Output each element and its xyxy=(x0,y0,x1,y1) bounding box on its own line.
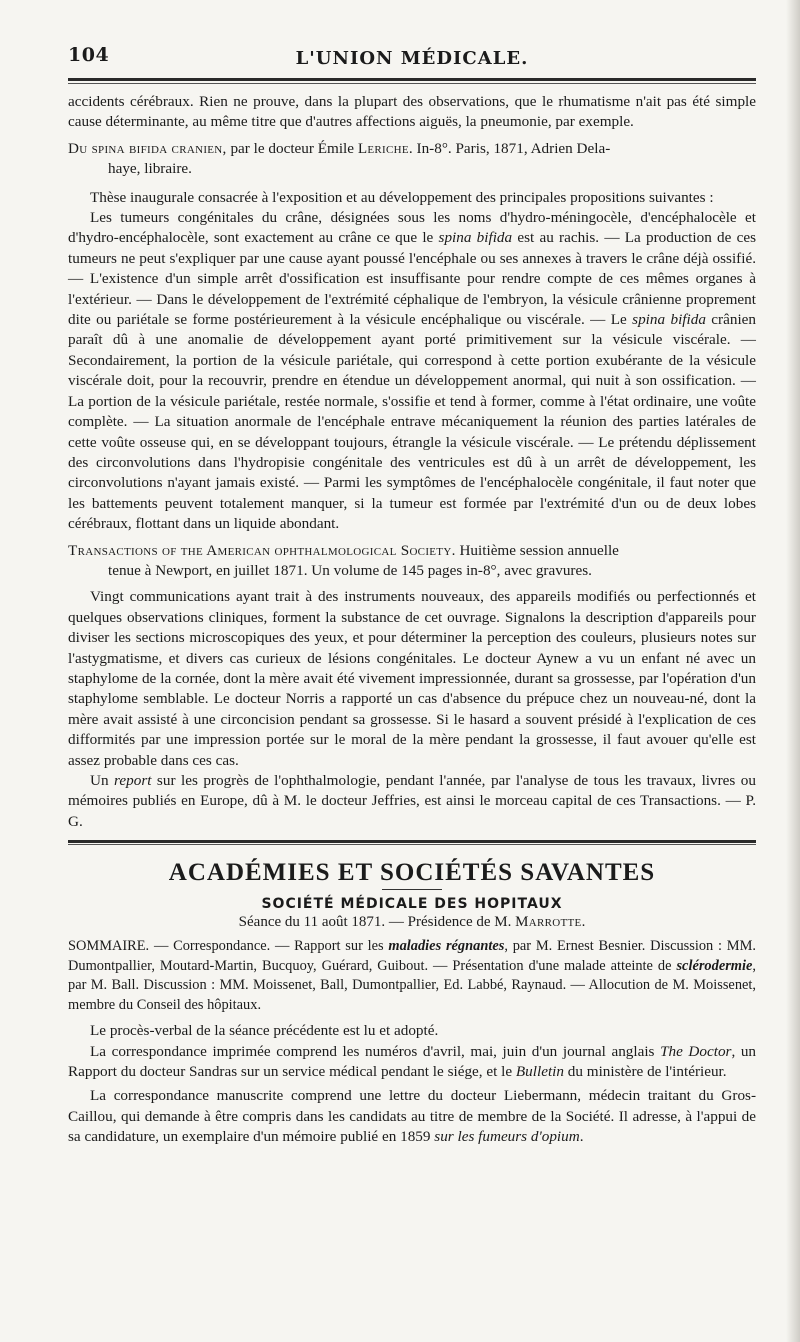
sommaire-text-3: , par M. Ball. Discussion : MM. Moissenet, Ball, Dumontpallier, Ed. Labbé, Raynaud. — Allocution de M. Moissenet, membre du Conseil des hôpitaux. xyxy=(68,957,756,1013)
vingt-paragraph: Vingt communications ayant trait à des instruments nouveaux, des appareils modifiés ou perfectionnés et quelques observations cliniques, forment la substance de cet ouvrage. Signalons la description d'appareils pour diviser les sections microscopiques des yeux, et pour déterminer la perception des couleurs, plusieurs notes sur l'astygmatisme, et divers cas curieux de lésions congénitales. Le docteur Aynew a vu un enfant né avec un staphylome de la cornée, dont la mère avait été vivement impressionnée, durant sa grossesse, par l'opération d'un staphylome semblable. Le docteur Norris a rapporté un cas d'absence du prépuce chez un nouveau-né, dont la mère avait assisté à une circoncision pendant sa grossesse. Si le hasard a souvent présidé à l'explication de ces difformités par une impression portée sur le moral de la mère pendant la grossesse, il faut avouer qu'elle est assez probable dans ces cas. xyxy=(68,588,756,769)
tumors-italic-1: spina bifida xyxy=(438,229,513,247)
corr-imp-italic-2: Bulletin xyxy=(515,1063,564,1081)
transactions-line2: tenue à Newport, en juillet 1871. Un volume de 145 pages in-8°, avec gravures. xyxy=(108,561,592,579)
section-rule-thin xyxy=(68,844,756,845)
sommaire-text-2: , par M. Ernest Besnier. Discussion : MM. Dumontpallier, Moutard-Martin, Bucquoy, Guérard, Guibout. — Présentation d'une malade atteinte de xyxy=(68,938,756,974)
spina-title: Du spina bifida cranien, xyxy=(68,139,227,157)
transactions-entry xyxy=(68,541,756,582)
running-title: L'UNION MÉDICALE. xyxy=(295,48,529,69)
tumors-paragraph xyxy=(68,208,756,535)
page-header xyxy=(68,44,756,74)
spina-by: par le docteur Émile xyxy=(226,139,358,157)
sommaire-text-1: — Correspondance. — Rapport sur les xyxy=(149,938,389,955)
corr-imp-text-1: La correspondance imprimée comprend les numéros d'avril, mai, juin d'un journal anglais xyxy=(90,1042,661,1060)
seance-president: Marrotte xyxy=(515,914,582,931)
transactions-details: Huitième session annuelle xyxy=(455,541,619,559)
corr-imp-text-3: du ministère de l'intérieur. xyxy=(563,1063,727,1081)
corr-man-italic-1: sur les fumeurs d'opium xyxy=(434,1128,580,1146)
seance-text: Séance du 11 août 1871. — Présidence de M. xyxy=(238,914,516,931)
thesis-paragraph: Thèse inaugurale consacrée à l'exposition et au développement des principales propositions suivantes : xyxy=(90,188,714,206)
spina-entry-line2: haye, libraire. xyxy=(108,160,192,178)
correspondance-imprimee xyxy=(68,1042,756,1083)
report-paragraph xyxy=(68,771,756,832)
sommaire-italic-2: sclérodermie xyxy=(676,957,753,974)
sommaire-italic-1: maladies régnantes xyxy=(388,938,505,955)
corr-imp-italic-1: The Doctor xyxy=(660,1042,732,1060)
header-rule-thin xyxy=(68,83,756,84)
seance-line xyxy=(68,914,756,931)
report-italic: report xyxy=(114,772,152,789)
tumors-text-3: crânien paraît dû à une anomalie de développement ayant porté primitivement sur la vésicule viscérale. — Secondairement, la portion de la vésicule pariétale, qui correspond à cette portion exubérante de la vésicule viscérale doit, pour la recouvrir, prendre en étendue un développement anormal, qui nuit à son ossification. — La portion de la vésicule pariétale, restée normale, s'ossifie et tend à former, comme à l'état ordinaire, une voûte complète. — La situation anormale de l'encéphale entrave mécaniquement la réunion des parties latérales de cette voûte osseuse qui, en se développant toujours, étrangle la vésicule viscérale. — Le prétendu déplissement des circonvolutions dans l'hydropisie congénitale des ventricules est dû à un arrêt de développement, les circonvolutions n'ayant jamais existé. — Parmi les symptômes de l'encéphalocèle congénitale, il faut noter que les battements peuvent totalement manquer, si la tumeur est formée par l'extrémité d'un ou de deux lobes cérébraux, flottant dans un liquide abondant. xyxy=(68,311,756,533)
report-text-post: sur les progrès de l'ophthalmologie, pendant l'année, par l'analyse de tous les travaux, livres ou mémoires publiés en Europe, dû à M. le docteur Jeffries, est ainsi le morceau capital de ces Transactions. — P. G. xyxy=(68,772,756,830)
corr-man-text-1: La correspondance manuscrite comprend une lettre du docteur Liebermann, médecin traitant du Gros-Caillou, qui demande à être compris dans les candidats au titre de membre de la Société. Il adresse, à l'appui de sa candidature, un exemplaire d'un mémoire publié en 1859 xyxy=(68,1087,756,1146)
tumors-italic-2: spina bifida xyxy=(632,311,706,329)
sommaire-paragraph xyxy=(68,937,756,1015)
header-rule xyxy=(68,78,756,81)
proces-verbal: Le procès-verbal de la séance précédente est lu et adopté. xyxy=(90,1022,439,1040)
section-short-rule xyxy=(382,889,442,890)
transactions-line xyxy=(68,541,756,561)
spina-details: . In-8°. Paris, 1871, Adrien Dela- xyxy=(408,139,611,157)
page-number: 104 xyxy=(68,44,110,66)
tumors-text-2: est au rachis. — La production de ces tumeurs ne peut s'expliquer par une cause ayant poussé l'encéphale ou ses annexes à travers le crâne déjà ossifié. — L'existence d'un simple arrêt d'ossification est insuffisante pour rendre compte de ces mêmes organes à l'extérieur. — Dans le développement de l'extrémité céphalique de l'embryon, la vésicule crânienne proprement dite ou pariétale se forme postérieurement à la vésicule encéphalique ou viscérale. — Le xyxy=(68,229,756,329)
section-title: ACADÉMIES ET SOCIÉTÉS SAVANTES xyxy=(168,859,656,887)
page-edge-shadow xyxy=(786,0,800,1342)
seance-end: . xyxy=(581,914,586,931)
corr-imp-text-2: , un Rapport du docteur Sandras sur un service médical pendant le siége, et le xyxy=(68,1042,757,1081)
corr-man-text-2: . xyxy=(579,1128,584,1146)
intro-paragraph: accidents cérébraux. Rien ne prouve, dans la plupart des observations, que le rhumatisme n'ait pas été simple cause déterminante, au même titre que d'autres affections aiguës, la pneumonie, par exemple. xyxy=(68,93,756,131)
transactions-title: Transactions of the American ophthalmological Society. xyxy=(68,541,456,559)
section-rule xyxy=(68,840,756,843)
society-title: SOCIÉTÉ MÉDICALE DES HOPITAUX xyxy=(261,896,563,913)
correspondance-manuscrite xyxy=(68,1086,756,1147)
tumors-text-1: Les tumeurs congénitales du crâne, désignées sous les noms d'hydro-méningocèle, d'encéphalocèle et d'hydro-encéphalocèle, sont exactement au crâne ce que le xyxy=(68,209,756,247)
spina-author: Leriche xyxy=(357,139,409,157)
spina-bifida-entry xyxy=(68,139,756,180)
spina-entry-line xyxy=(68,139,756,159)
report-text-pre: Un xyxy=(90,772,115,789)
sommaire-label: SOMMAIRE. xyxy=(68,938,150,955)
